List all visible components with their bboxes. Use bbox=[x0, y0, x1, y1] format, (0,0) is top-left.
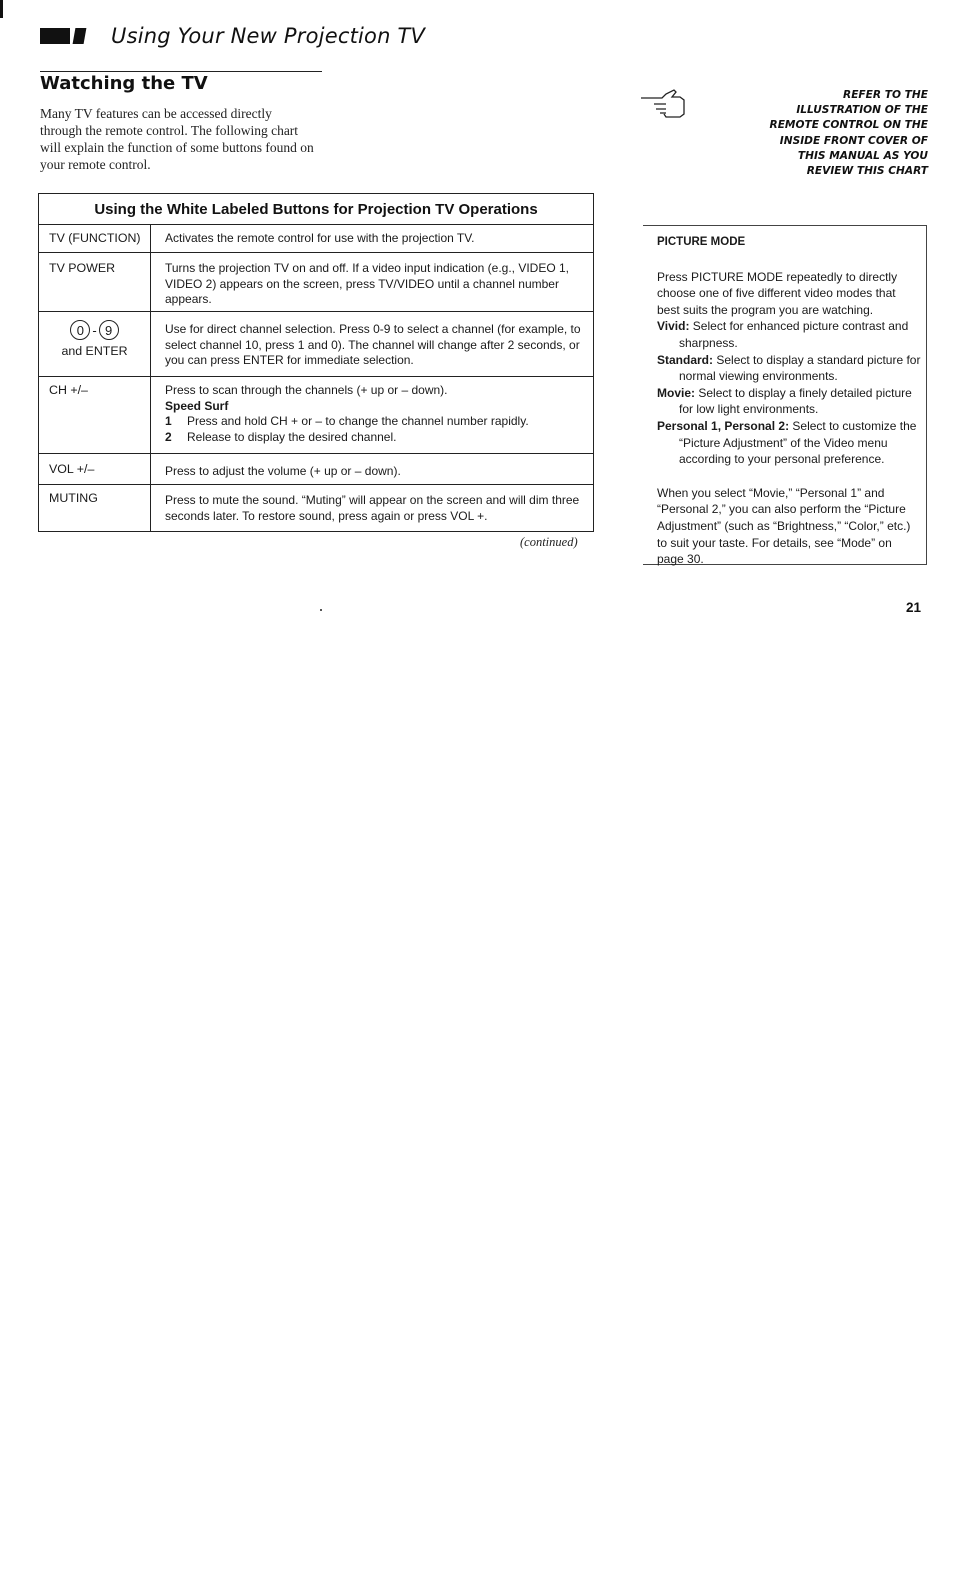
digit-0-icon: 0 bbox=[70, 320, 90, 340]
header-blocks-icon bbox=[40, 28, 85, 44]
row-key: TV (FUNCTION) bbox=[39, 225, 151, 252]
mode-option bbox=[657, 352, 921, 385]
row-key: MUTING bbox=[39, 485, 151, 531]
row-desc: Press to mute the sound. “Muting” will appear on the screen and will dim three seconds later. To restore sound, press again or press VOL +. bbox=[165, 493, 580, 523]
refer-line: REMOTE CONTROL ON THE bbox=[769, 119, 928, 132]
step-item bbox=[165, 430, 585, 446]
refer-note bbox=[640, 88, 928, 179]
row-desc: Turns the projection TV on and off. If a video input indication (e.g., VIDEO 1, VIDEO 2) appears on the screen, press TV/VIDEO until a channel number appears. bbox=[165, 261, 570, 306]
section-rule bbox=[40, 71, 322, 72]
table-row bbox=[39, 454, 593, 485]
chapter-header bbox=[40, 24, 425, 48]
mode-text: Select to display a finely detailed picture for low light environments. bbox=[679, 385, 912, 417]
row-desc: Use for direct channel selection. Press 0-9 to select a channel (for example, to select channel 10, press 1 and 0). The channel will change after 2 seconds, or you can press ENTER for immediate selection. bbox=[165, 322, 581, 367]
refer-line: INSIDE FRONT COVER OF bbox=[779, 134, 928, 147]
table-row bbox=[39, 225, 593, 253]
button-function-table bbox=[38, 193, 594, 532]
table-row bbox=[39, 312, 593, 377]
step-number: 1 bbox=[165, 414, 172, 428]
refer-line: ILLUSTRATION OF THE bbox=[796, 104, 928, 117]
mode-text: Select for enhanced picture contrast and sharpness. bbox=[679, 319, 909, 350]
mode-label: Personal 1, Personal 2: bbox=[657, 418, 790, 433]
step-number: 2 bbox=[165, 429, 172, 444]
mode-option bbox=[657, 385, 921, 418]
step-item bbox=[165, 414, 585, 430]
page-number: 21 bbox=[906, 600, 922, 615]
picture-mode-content bbox=[657, 234, 921, 568]
step-text: Release to display the desired channel. bbox=[187, 429, 397, 444]
row-key bbox=[39, 312, 151, 376]
margin-mark bbox=[0, 0, 3, 18]
mode-text: Select to customize the “Picture Adjustment” of the Video menu according to your personal preference. bbox=[679, 418, 917, 467]
picture-mode-note: When you select “Movie,” “Personal 1” and “Personal 2,” you can also perform the “Picture Adjustment” (such as “Brightness,” “Color,” etc.) to suit your taste. For details, see “Mode” on page 30. bbox=[657, 485, 911, 567]
pointing-hand-icon bbox=[640, 88, 688, 122]
row-desc-text: Press to scan through the channels (+ up or – down). bbox=[165, 383, 448, 397]
row-key: CH +/– bbox=[39, 377, 151, 453]
mode-label: Vivid: bbox=[657, 319, 690, 334]
table-row bbox=[39, 377, 593, 454]
picture-mode-title: PICTURE MODE bbox=[657, 236, 746, 248]
refer-line: REVIEW THIS CHART bbox=[806, 165, 928, 178]
step-text: Press and hold CH + or – to change the channel number rapidly. bbox=[187, 414, 529, 428]
refer-note-text bbox=[770, 88, 928, 179]
scan-speck bbox=[320, 609, 322, 611]
mode-option bbox=[657, 318, 921, 351]
digit-9-icon: 9 bbox=[99, 320, 119, 340]
intro-paragraph: Many TV features can be accessed directly through the remote control. The following chart will explain the function of some buttons found on your remote control. bbox=[40, 106, 314, 172]
picture-mode-intro: Press PICTURE MODE repeatedly to directly choose one of five different video modes that best suits the program you are watching. bbox=[657, 269, 898, 317]
mode-label: Standard: bbox=[657, 352, 714, 367]
table-title: Using the White Labeled Buttons for Projection TV Operations bbox=[39, 194, 593, 225]
section-title: Watching the TV bbox=[40, 73, 208, 94]
table-row bbox=[39, 485, 593, 531]
mode-option bbox=[657, 418, 921, 468]
table-row bbox=[39, 253, 593, 312]
row-subhead: Speed Surf bbox=[165, 398, 229, 413]
mode-label: Movie: bbox=[657, 385, 696, 400]
digit-buttons bbox=[39, 320, 150, 340]
refer-line: THIS MANUAL AS YOU bbox=[797, 149, 928, 162]
row-desc: Activates the remote control for use with the projection TV. bbox=[165, 231, 475, 245]
row-desc bbox=[151, 377, 593, 453]
digit-range-dash: - bbox=[92, 322, 97, 338]
continued-note: (continued) bbox=[520, 535, 578, 549]
row-desc: Press to adjust the volume (+ up or – down). bbox=[165, 464, 401, 478]
row-key: TV POWER bbox=[39, 253, 151, 311]
picture-mode-box bbox=[643, 225, 927, 565]
chapter-title: Using Your New Projection TV bbox=[111, 24, 426, 48]
refer-line: REFER TO THE bbox=[843, 89, 928, 101]
row-key: VOL +/– bbox=[39, 454, 151, 484]
row-key-label: and ENTER bbox=[61, 344, 128, 358]
mode-text: Select to display a standard picture for normal viewing environments. bbox=[679, 352, 921, 384]
